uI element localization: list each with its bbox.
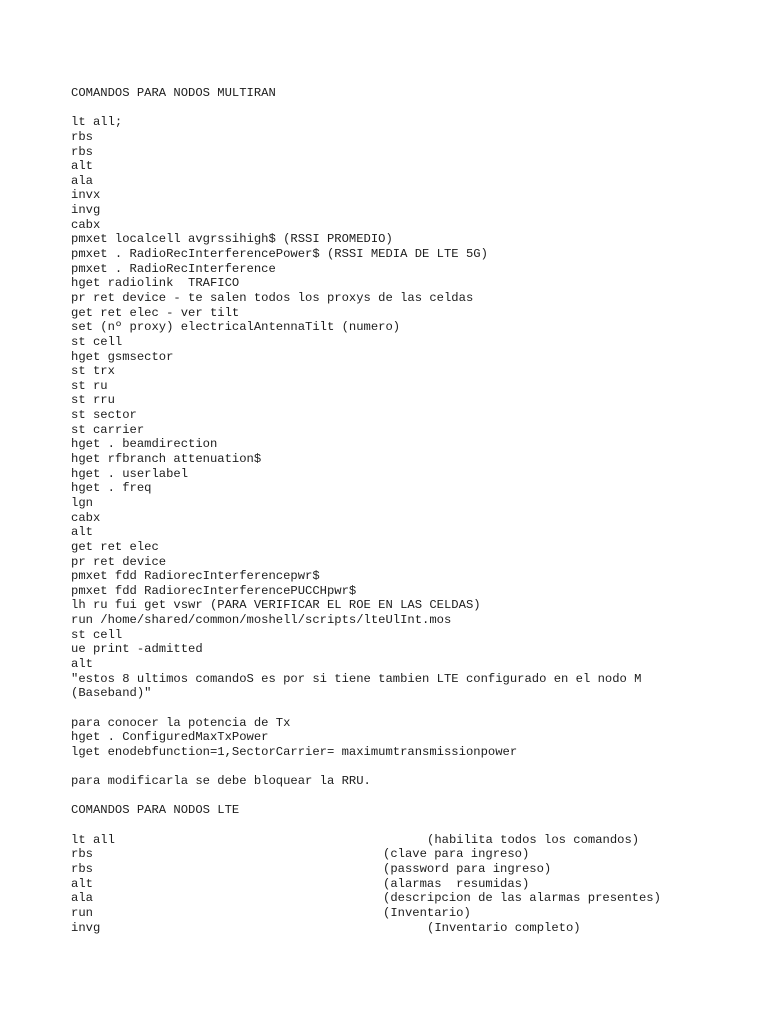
lte-command-row: [71, 921, 751, 936]
lte-command-row: [71, 862, 751, 877]
lte-command: rbs: [71, 861, 93, 876]
lte-command-list: [71, 833, 751, 935]
command-line: cabx: [71, 217, 101, 232]
section-title-multiran: COMANDOS PARA NODOS MULTIRAN: [71, 86, 276, 100]
command-line: lt all;: [71, 115, 123, 130]
command-line: get ret elec: [71, 539, 159, 554]
command-line: pr ret device - te salen todos los proxys de las celdas: [71, 290, 474, 305]
lte-command: invg: [71, 920, 101, 935]
lte-command-note: (Inventario): [383, 905, 471, 920]
lte-command-row: [71, 891, 751, 906]
command-line: st ru: [71, 378, 108, 393]
lte-command: rbs: [71, 847, 93, 862]
command-line: cabx: [71, 510, 101, 525]
command-line: st sector: [71, 408, 137, 423]
command-line: hget . userlabel: [71, 466, 189, 481]
lte-command-row: [71, 847, 751, 862]
command-line: st cell: [71, 334, 123, 349]
lte-command-row: [71, 906, 751, 921]
command-line: hget gsmsector: [71, 349, 174, 364]
power-section: [71, 716, 751, 760]
command-line: ala: [71, 173, 93, 188]
modify-note: para modificarla se debe bloquear la RRU.: [71, 774, 371, 789]
multiran-command-list: [71, 115, 751, 701]
lte-command-note: (habilita todos los comandos): [427, 832, 640, 847]
spacer: [71, 701, 751, 716]
command-line: (Baseband)": [71, 686, 152, 701]
spacer: [71, 818, 751, 833]
spacer: [71, 759, 751, 774]
command-line: hget . beamdirection: [71, 437, 218, 452]
command-line: pmxet . RadioRecInterference: [71, 261, 276, 276]
lte-command-row: [71, 833, 751, 848]
command-line: ue print -admitted: [71, 642, 203, 657]
lte-command: alt: [71, 876, 93, 891]
spacer: [71, 101, 751, 116]
lte-command: ala: [71, 891, 93, 906]
lte-command-row: [71, 877, 751, 892]
command-line: st rru: [71, 393, 115, 408]
command-line: invx: [71, 188, 101, 203]
lte-command-note: (descripcion de las alarmas presentes): [383, 891, 661, 906]
command-line: hget radiolink TRAFICO: [71, 276, 240, 291]
command-line: pmxet fdd RadiorecInterferencepwr$: [71, 569, 320, 584]
lte-command: lt all: [71, 832, 115, 847]
command-line: lh ru fui get vswr (PARA VERIFICAR EL ROE EN LAS CELDAS): [71, 598, 481, 613]
lte-command-note: (password para ingreso): [383, 861, 552, 876]
lte-command: run: [71, 905, 93, 920]
power-line: hget . ConfiguredMaxTxPower: [71, 730, 269, 745]
command-line: alt: [71, 525, 93, 540]
command-line: "estos 8 ultimos comandoS es por si tiene tambien LTE configurado en el nodo M: [71, 671, 642, 686]
command-line: pmxet fdd RadiorecInterferencePUCCHpwr$: [71, 583, 357, 598]
command-line: st cell: [71, 627, 123, 642]
command-line: run /home/shared/common/moshell/scripts/lteUlInt.mos: [71, 613, 452, 628]
lte-command-note: (alarmas resumidas): [383, 876, 530, 891]
section-title-lte: COMANDOS PARA NODOS LTE: [71, 803, 240, 818]
command-line: pr ret device: [71, 554, 167, 569]
command-line: rbs: [71, 144, 93, 159]
command-line: rbs: [71, 129, 93, 144]
lte-command-note: (Inventario completo): [427, 920, 581, 935]
command-line: hget . freq: [71, 481, 152, 496]
command-line: st trx: [71, 364, 115, 379]
command-line: alt: [71, 656, 93, 671]
command-line: pmxet localcell avgrssihigh$ (RSSI PROMEDIO): [71, 232, 393, 247]
command-line: invg: [71, 203, 101, 218]
command-line: pmxet . RadioRecInterferencePower$ (RSSI MEDIA DE LTE 5G): [71, 247, 488, 262]
spacer: [71, 789, 751, 804]
command-line: set (nº proxy) electricalAntennaTilt (numero): [71, 320, 401, 335]
power-line: para conocer la potencia de Tx: [71, 715, 291, 730]
command-line: hget rfbranch attenuation$: [71, 452, 262, 467]
command-line: alt: [71, 159, 93, 174]
command-line: get ret elec - ver tilt: [71, 305, 240, 320]
power-line: lget enodebfunction=1,SectorCarrier= maximumtransmissionpower: [71, 744, 518, 759]
document-body: [71, 86, 751, 935]
command-line: st carrier: [71, 422, 145, 437]
command-line: lgn: [71, 495, 93, 510]
lte-command-note: (clave para ingreso): [383, 847, 530, 862]
